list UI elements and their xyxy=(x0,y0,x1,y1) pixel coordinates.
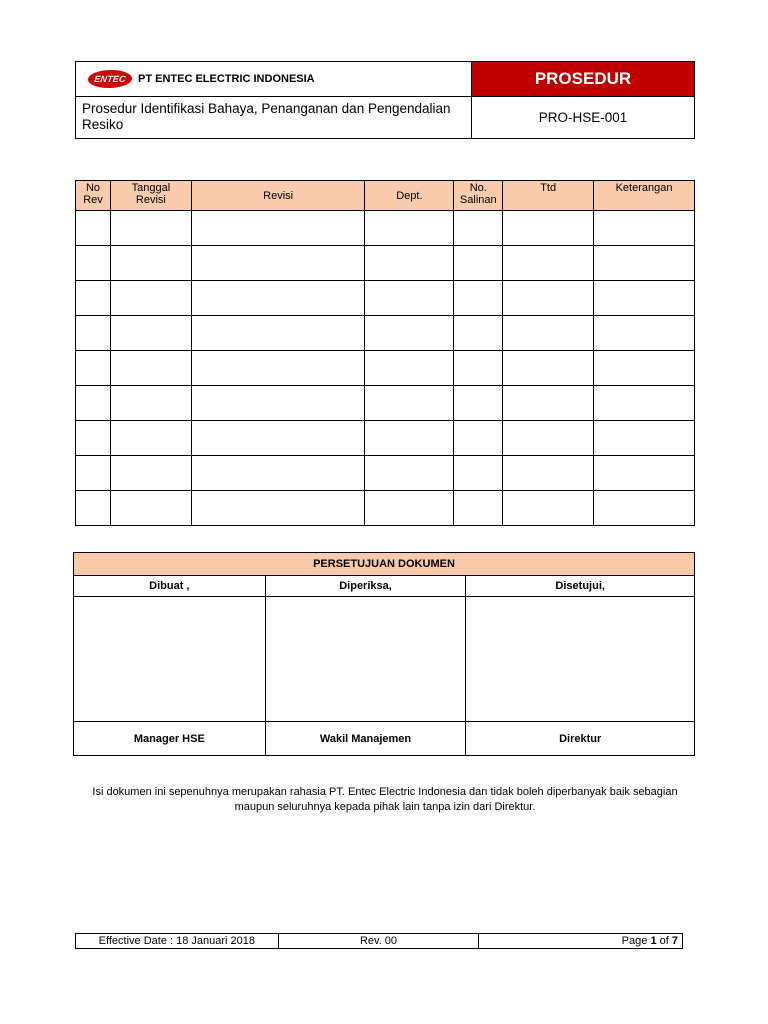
table-cell xyxy=(454,246,503,281)
table-cell xyxy=(503,456,594,491)
table-cell xyxy=(76,491,111,526)
table-cell xyxy=(365,281,454,316)
doc-type: PROSEDUR xyxy=(534,69,632,88)
table-cell xyxy=(76,211,111,246)
revision-header-row xyxy=(76,181,695,211)
revision-table xyxy=(75,180,695,526)
col-no-rev: No Rev xyxy=(76,181,111,211)
table-cell xyxy=(110,351,191,386)
table-cell xyxy=(365,316,454,351)
table-cell xyxy=(365,351,454,386)
signature-box-disetujui xyxy=(466,597,695,722)
page-current: 1 xyxy=(650,935,657,947)
table-cell xyxy=(594,351,695,386)
role-manager-hse: Manager HSE xyxy=(74,722,266,756)
col-dept: Dept. xyxy=(365,181,454,211)
page-indicator xyxy=(479,934,683,949)
approval-dibuat: Dibuat , xyxy=(74,576,266,597)
document-header xyxy=(75,61,695,139)
table-cell xyxy=(503,386,594,421)
page-label: Page xyxy=(621,935,648,947)
table-cell xyxy=(365,386,454,421)
table-row xyxy=(76,281,695,316)
table-cell xyxy=(191,281,365,316)
table-cell xyxy=(594,246,695,281)
table-cell xyxy=(503,491,594,526)
page-total: 7 xyxy=(671,935,678,947)
table-cell xyxy=(454,351,503,386)
table-cell xyxy=(454,211,503,246)
role-direktur: Direktur xyxy=(466,722,695,756)
table-cell xyxy=(503,211,594,246)
table-cell xyxy=(454,281,503,316)
confidentiality-notice: Isi dokumen ini sepenuhnya merupakan rahasia PT. Entec Electric Indonesia dan tidak boleh diperbanyak baik sebagian maupun seluruhnya kepada pihak lain tanpa izin dari Direktur. xyxy=(92,786,678,813)
company-logo xyxy=(87,70,134,88)
table-cell xyxy=(365,456,454,491)
col-keterangan: Keterangan xyxy=(594,181,695,211)
company-name: PT ENTEC ELECTRIC INDONESIA xyxy=(138,73,315,85)
table-cell xyxy=(191,351,365,386)
table-cell xyxy=(454,456,503,491)
table-row xyxy=(76,211,695,246)
table-cell xyxy=(76,456,111,491)
table-cell xyxy=(365,246,454,281)
table-cell xyxy=(110,421,191,456)
table-cell xyxy=(365,211,454,246)
table-cell xyxy=(454,386,503,421)
doc-type-cell xyxy=(472,62,694,97)
table-cell xyxy=(365,491,454,526)
table-cell xyxy=(191,246,365,281)
table-row xyxy=(76,421,695,456)
approval-disetujui: Disetujui, xyxy=(466,576,695,597)
table-cell xyxy=(110,491,191,526)
table-cell xyxy=(76,351,111,386)
approval-table xyxy=(73,552,695,756)
table-cell xyxy=(110,456,191,491)
col-revisi: Revisi xyxy=(191,181,365,211)
table-row xyxy=(76,316,695,351)
document-footer xyxy=(75,933,683,949)
table-cell xyxy=(76,421,111,456)
company-cell xyxy=(76,62,472,97)
table-cell xyxy=(503,281,594,316)
table-row xyxy=(76,491,695,526)
table-cell xyxy=(594,386,695,421)
table-cell xyxy=(594,421,695,456)
revision-body xyxy=(76,211,695,526)
col-ttd: Ttd xyxy=(503,181,594,211)
table-cell xyxy=(110,211,191,246)
table-cell xyxy=(191,421,365,456)
logo-text: ENTEC xyxy=(93,74,127,84)
revision-number: Rev. 00 xyxy=(278,934,479,949)
table-cell xyxy=(365,421,454,456)
table-row xyxy=(76,351,695,386)
table-cell xyxy=(110,281,191,316)
table-cell xyxy=(594,456,695,491)
approval-title: PERSETUJUAN DOKUMEN xyxy=(74,553,695,576)
table-cell xyxy=(76,246,111,281)
table-cell xyxy=(191,316,365,351)
role-wakil-manajemen: Wakil Manajemen xyxy=(265,722,466,756)
col-tanggal-revisi: Tanggal Revisi xyxy=(110,181,191,211)
table-cell xyxy=(110,316,191,351)
table-cell xyxy=(503,351,594,386)
table-cell xyxy=(191,386,365,421)
table-cell xyxy=(110,246,191,281)
signature-box-dibuat xyxy=(74,597,266,722)
table-cell xyxy=(594,316,695,351)
signature-box-diperiksa xyxy=(265,597,466,722)
table-cell xyxy=(191,491,365,526)
table-cell xyxy=(76,316,111,351)
table-cell xyxy=(594,211,695,246)
table-cell xyxy=(76,281,111,316)
doc-title: Prosedur Identifikasi Bahaya, Penanganan dan Pengendalian Resiko xyxy=(76,97,472,138)
table-cell xyxy=(454,421,503,456)
table-cell xyxy=(503,421,594,456)
table-row xyxy=(76,246,695,281)
page-of: of xyxy=(659,935,669,947)
table-cell xyxy=(191,211,365,246)
table-cell xyxy=(594,281,695,316)
table-cell xyxy=(454,316,503,351)
table-cell xyxy=(76,386,111,421)
doc-code: PRO-HSE-001 xyxy=(538,110,628,125)
table-cell xyxy=(503,246,594,281)
table-row xyxy=(76,386,695,421)
col-no-salinan: No. Salinan xyxy=(454,181,503,211)
table-row xyxy=(76,456,695,491)
table-cell xyxy=(454,491,503,526)
table-cell xyxy=(503,316,594,351)
table-cell xyxy=(191,456,365,491)
effective-date: Effective Date : 18 Januari 2018 xyxy=(76,934,279,949)
approval-diperiksa: Diperiksa, xyxy=(265,576,466,597)
table-cell xyxy=(594,491,695,526)
table-cell xyxy=(110,386,191,421)
